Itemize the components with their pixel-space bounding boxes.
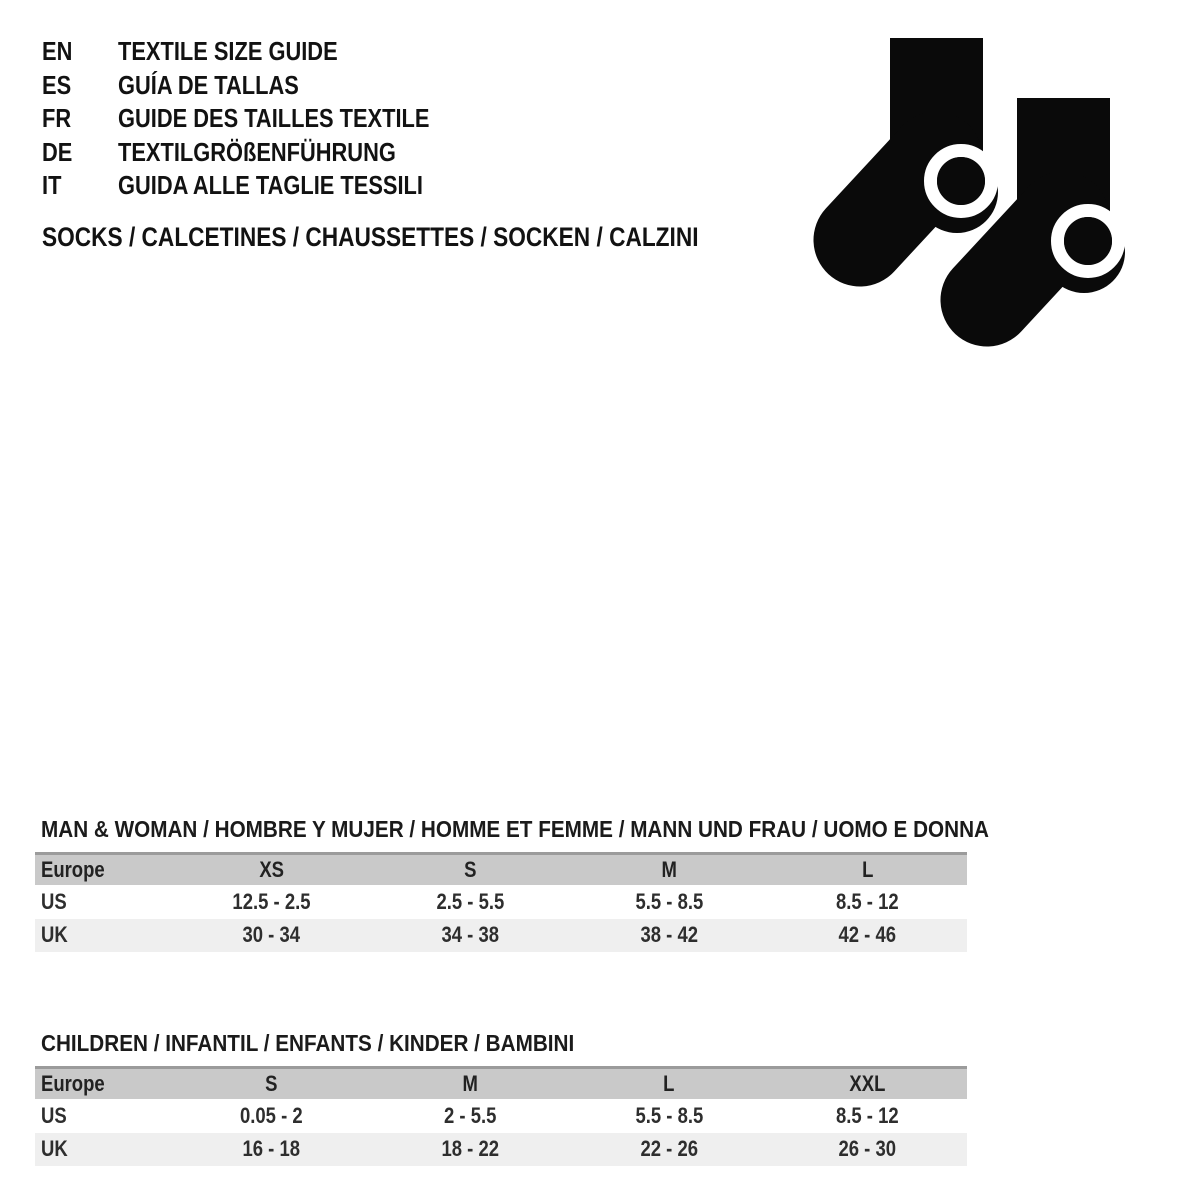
language-code: EN	[42, 36, 73, 67]
language-legend	[42, 35, 489, 203]
table-row-us	[35, 885, 967, 919]
language-title: GUIDA ALLE TAGLIE TESSILI	[118, 170, 423, 201]
table-row-us	[35, 1099, 967, 1133]
table-header-row	[35, 854, 967, 885]
language-title: GUÍA DE TALLAS	[118, 69, 299, 100]
size-value: 34 - 38	[441, 922, 499, 947]
row-label: US	[41, 888, 67, 914]
table-row-uk	[35, 1133, 967, 1166]
size-value: 38 - 42	[640, 922, 698, 947]
table-row-uk	[35, 919, 967, 952]
language-title: GUIDE DES TAILLES TEXTILE	[118, 103, 430, 134]
language-code: DE	[42, 136, 73, 167]
table-title: CHILDREN / INFANTIL / ENFANTS / KINDER / BAMBINI	[41, 1030, 575, 1056]
socks-icon	[780, 20, 1160, 360]
size-value: 8.5 - 12	[836, 888, 899, 914]
row-label: UK	[41, 922, 68, 947]
category-line: SOCKS / CALCETINES / CHAUSSETTES / SOCKEN / CALZINI	[42, 222, 699, 252]
header-size: XS	[259, 856, 284, 882]
header-size: M	[661, 856, 677, 882]
size-value: 5.5 - 8.5	[634, 1102, 703, 1128]
language-row-de	[42, 136, 489, 170]
size-table	[35, 852, 967, 952]
size-value: 42 - 46	[838, 922, 897, 947]
size-value: 0.05 - 2	[240, 1102, 303, 1128]
header-size: XXL	[849, 1070, 886, 1096]
header-region: Europe	[41, 1070, 105, 1096]
header-size: L	[861, 856, 874, 882]
size-table	[35, 1066, 967, 1166]
size-value: 26 - 30	[838, 1136, 897, 1161]
size-value: 5.5 - 8.5	[634, 888, 703, 914]
language-title: TEXTILE SIZE GUIDE	[118, 36, 338, 67]
size-value: 2.5 - 5.5	[436, 888, 505, 914]
row-label: US	[41, 1102, 67, 1128]
size-value: 16 - 18	[242, 1136, 301, 1161]
size-value: 12.5 - 2.5	[232, 888, 311, 914]
row-label: UK	[41, 1136, 68, 1161]
language-code: IT	[42, 170, 62, 201]
header-size: S	[265, 1070, 278, 1096]
language-code: FR	[42, 103, 72, 134]
size-value: 30 - 34	[242, 922, 301, 947]
size-value: 18 - 22	[441, 1136, 499, 1161]
language-row-es	[42, 69, 489, 103]
header-size: L	[663, 1070, 675, 1096]
size-value: 2 - 5.5	[443, 1102, 497, 1128]
header-region: Europe	[41, 856, 105, 882]
language-code: ES	[42, 69, 72, 100]
size-table-man-woman	[35, 816, 989, 952]
language-title: TEXTILGRÖßENFÜHRUNG	[118, 136, 396, 167]
language-row-en	[42, 35, 489, 69]
size-table-children	[35, 1030, 967, 1166]
language-row-it	[42, 169, 489, 203]
table-header-row	[35, 1068, 967, 1099]
size-value: 8.5 - 12	[836, 1102, 899, 1128]
header-size: M	[462, 1070, 478, 1096]
size-value: 22 - 26	[640, 1136, 698, 1161]
language-row-fr	[42, 102, 489, 136]
table-title: MAN & WOMAN / HOMBRE Y MUJER / HOMME ET FEMME / MANN UND FRAU / UOMO E DONNA	[41, 816, 989, 842]
header-size: S	[463, 856, 477, 882]
